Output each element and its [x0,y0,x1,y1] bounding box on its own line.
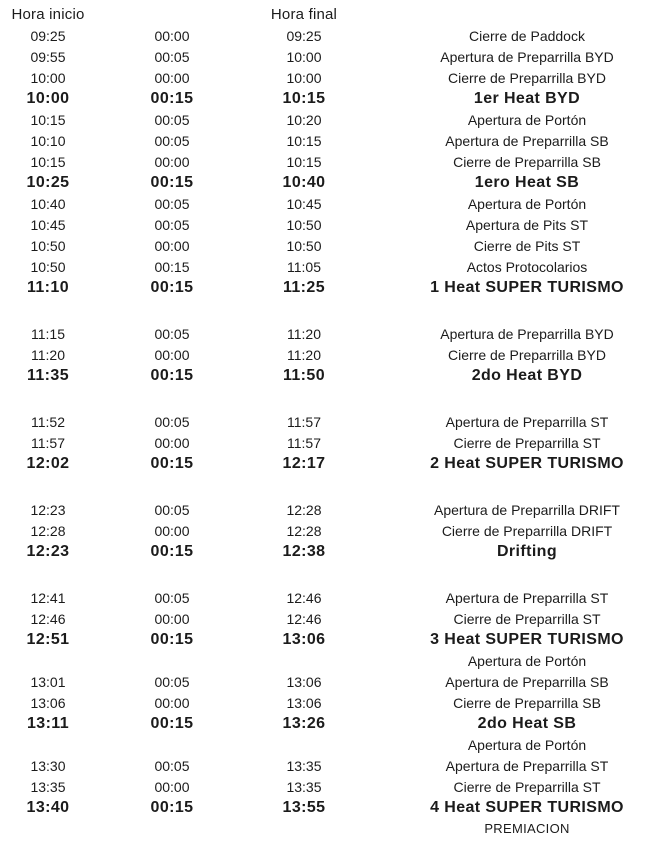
end-time: 13:06 [286,673,322,690]
heat-row [0,541,672,562]
end-time: 12:46 [286,610,322,627]
event-description: Apertura de Preparrilla DRIFT [434,501,620,518]
event-description: 4 Heat SUPER TURISMO [430,798,624,816]
end-time: 12:28 [286,522,322,539]
event-description: 3 Heat SUPER TURISMO [430,630,624,648]
event-description: Apertura de Preparrilla ST [445,413,609,430]
event-description: Cierre de Preparrilla BYD [448,346,606,363]
event-description: PREMIACION [484,821,570,836]
end-time: 10:40 [282,173,326,191]
end-time: 12:28 [286,501,322,518]
schedule-row [0,130,672,151]
start-time: 10:15 [30,111,66,128]
start-time: 11:57 [31,434,65,451]
heat-row [0,797,672,818]
start-time: 13:35 [30,778,66,795]
start-time: 09:25 [30,27,66,44]
end-time: 13:35 [286,778,322,795]
duration: 00:00 [154,778,190,795]
end-time: 12:17 [282,454,326,472]
event-description: Cierre de Preparrilla ST [453,778,601,795]
event-description: Cierre de Preparrilla SB [453,694,601,711]
end-time: 10:00 [286,48,322,65]
event-description: Cierre de Preparrilla SB [453,153,601,170]
duration: 00:15 [150,278,194,296]
event-description: 1 Heat SUPER TURISMO [430,278,624,296]
schedule-row [0,755,672,776]
start-time: 11:10 [26,278,70,296]
duration: 00:00 [154,69,190,86]
event-description: Apertura de Portón [467,195,587,212]
event-description: Actos Protocolarios [466,258,588,275]
event-description: Apertura de Preparrilla SB [445,673,609,690]
start-time: 11:15 [31,325,65,342]
end-time: 11:57 [287,434,321,451]
start-time: 10:00 [26,89,70,107]
start-time: 10:50 [30,237,66,254]
row-spacer [0,298,672,323]
duration: 00:00 [154,237,190,254]
schedule-row [0,323,672,344]
schedule-row [0,776,672,797]
end-time: 11:57 [287,413,321,430]
duration: 00:05 [154,325,190,342]
footer-row [0,818,672,839]
row-spacer [0,386,672,411]
schedule-row [0,25,672,46]
duration: 00:00 [154,610,190,627]
event-description: Apertura de Preparrilla SB [445,132,609,149]
heat-row [0,277,672,298]
event-description: Cierre de Preparrilla ST [453,610,601,627]
start-time: 11:35 [26,366,70,384]
duration: 00:05 [154,132,190,149]
start-time: 12:46 [30,610,66,627]
schedule-row [0,46,672,67]
schedule-row [0,214,672,235]
schedule-row [0,67,672,88]
duration: 00:15 [154,258,190,275]
duration: 00:00 [154,27,190,44]
schedule-row [0,344,672,365]
schedule-row [0,235,672,256]
schedule-row [0,587,672,608]
end-time: 10:15 [286,153,322,170]
event-description: Apertura de Pits ST [465,216,589,233]
schedule-row [0,520,672,541]
end-time: 11:05 [287,258,321,275]
end-time: 10:20 [286,111,322,128]
end-time: 12:38 [282,542,326,560]
end-time: 11:50 [282,366,326,384]
event-description: 1er Heat BYD [473,89,581,107]
heat-row [0,365,672,386]
end-time: 10:50 [286,237,322,254]
end-time: 11:20 [287,346,321,363]
schedule-row [0,411,672,432]
event-description: Cierre de Paddock [469,27,585,44]
event-description: Apertura de Preparrilla ST [445,589,609,606]
start-time: 10:10 [30,132,66,149]
end-time: 13:26 [282,714,326,732]
duration: 00:15 [150,173,194,191]
schedule-rows [0,25,672,839]
start-time: 10:25 [26,173,70,191]
heat-row [0,172,672,193]
duration: 00:15 [150,798,194,816]
start-time: 13:06 [30,694,66,711]
schedule-row [0,734,672,755]
end-time: 10:15 [286,132,322,149]
event-description: Apertura de Portón [467,736,587,753]
duration: 00:00 [154,153,190,170]
end-time: 09:25 [286,27,322,44]
duration: 00:15 [150,714,194,732]
event-description: 2 Heat SUPER TURISMO [430,454,624,472]
row-spacer [0,562,672,587]
event-description: Apertura de Portón [467,652,587,669]
schedule-row [0,692,672,713]
heat-row [0,453,672,474]
start-time: 11:20 [31,346,65,363]
start-time: 12:28 [30,522,66,539]
start-time: 13:01 [30,673,66,690]
start-time: 10:45 [30,216,66,233]
schedule-row [0,671,672,692]
start-time: 11:52 [31,413,65,430]
schedule-table [0,25,672,839]
duration: 00:00 [154,522,190,539]
start-time: 10:40 [30,195,66,212]
end-time: 13:35 [286,757,322,774]
heat-row [0,713,672,734]
end-time: 10:50 [286,216,322,233]
duration: 00:05 [154,111,190,128]
duration: 00:05 [154,216,190,233]
schedule-row [0,109,672,130]
duration: 00:00 [154,694,190,711]
duration: 00:05 [154,757,190,774]
duration: 00:15 [150,454,194,472]
duration: 00:15 [150,542,194,560]
event-description: Cierre de Preparrilla BYD [448,69,606,86]
duration: 00:05 [154,589,190,606]
duration: 00:15 [150,630,194,648]
duration: 00:05 [154,673,190,690]
schedule-row [0,151,672,172]
event-description: Apertura de Portón [467,111,587,128]
schedule-row [0,256,672,277]
start-time: 10:50 [30,258,66,275]
start-time: 12:41 [30,589,66,606]
header-hora-inicio: Hora inicio [11,6,85,23]
event-description: Cierre de Preparrilla DRIFT [441,522,613,539]
end-time: 10:15 [282,89,326,107]
start-time: 13:30 [30,757,66,774]
duration: 00:05 [154,413,190,430]
end-time: 11:20 [287,325,321,342]
end-time: 13:06 [282,630,326,648]
start-time: 13:11 [26,714,70,732]
duration: 00:05 [154,501,190,518]
event-description: Apertura de Preparrilla ST [445,757,609,774]
heat-row [0,629,672,650]
event-description: 1ero Heat SB [474,173,580,191]
start-time: 10:00 [30,69,66,86]
event-description: Apertura de Preparrilla BYD [440,48,614,65]
start-time: 13:40 [26,798,70,816]
start-time: 12:02 [26,454,70,472]
row-spacer [0,474,672,499]
schedule-row [0,499,672,520]
duration: 00:15 [150,366,194,384]
event-description: Cierre de Preparrilla ST [453,434,601,451]
event-description: Drifting [496,542,558,560]
schedule-row [0,193,672,214]
event-description: Apertura de Preparrilla BYD [440,325,614,342]
duration: 00:00 [154,346,190,363]
start-time: 12:23 [26,542,70,560]
end-time: 13:55 [282,798,326,816]
schedule-row [0,650,672,671]
heat-row [0,88,672,109]
start-time: 09:55 [30,48,66,65]
schedule-row [0,608,672,629]
start-time: 12:51 [26,630,70,648]
end-time: 12:46 [286,589,322,606]
event-description: 2do Heat SB [477,714,577,732]
header-hora-final: Hora final [270,6,338,23]
event-description: Cierre de Pits ST [473,237,581,254]
end-time: 10:00 [286,69,322,86]
end-time: 10:45 [286,195,322,212]
duration: 00:05 [154,48,190,65]
event-description: 2do Heat BYD [471,366,583,384]
table-header [0,4,672,25]
start-time: 10:15 [30,153,66,170]
duration: 00:15 [150,89,194,107]
end-time: 11:25 [282,278,326,296]
start-time: 12:23 [30,501,66,518]
schedule-row [0,432,672,453]
duration: 00:05 [154,195,190,212]
end-time: 13:06 [286,694,322,711]
duration: 00:00 [154,434,190,451]
